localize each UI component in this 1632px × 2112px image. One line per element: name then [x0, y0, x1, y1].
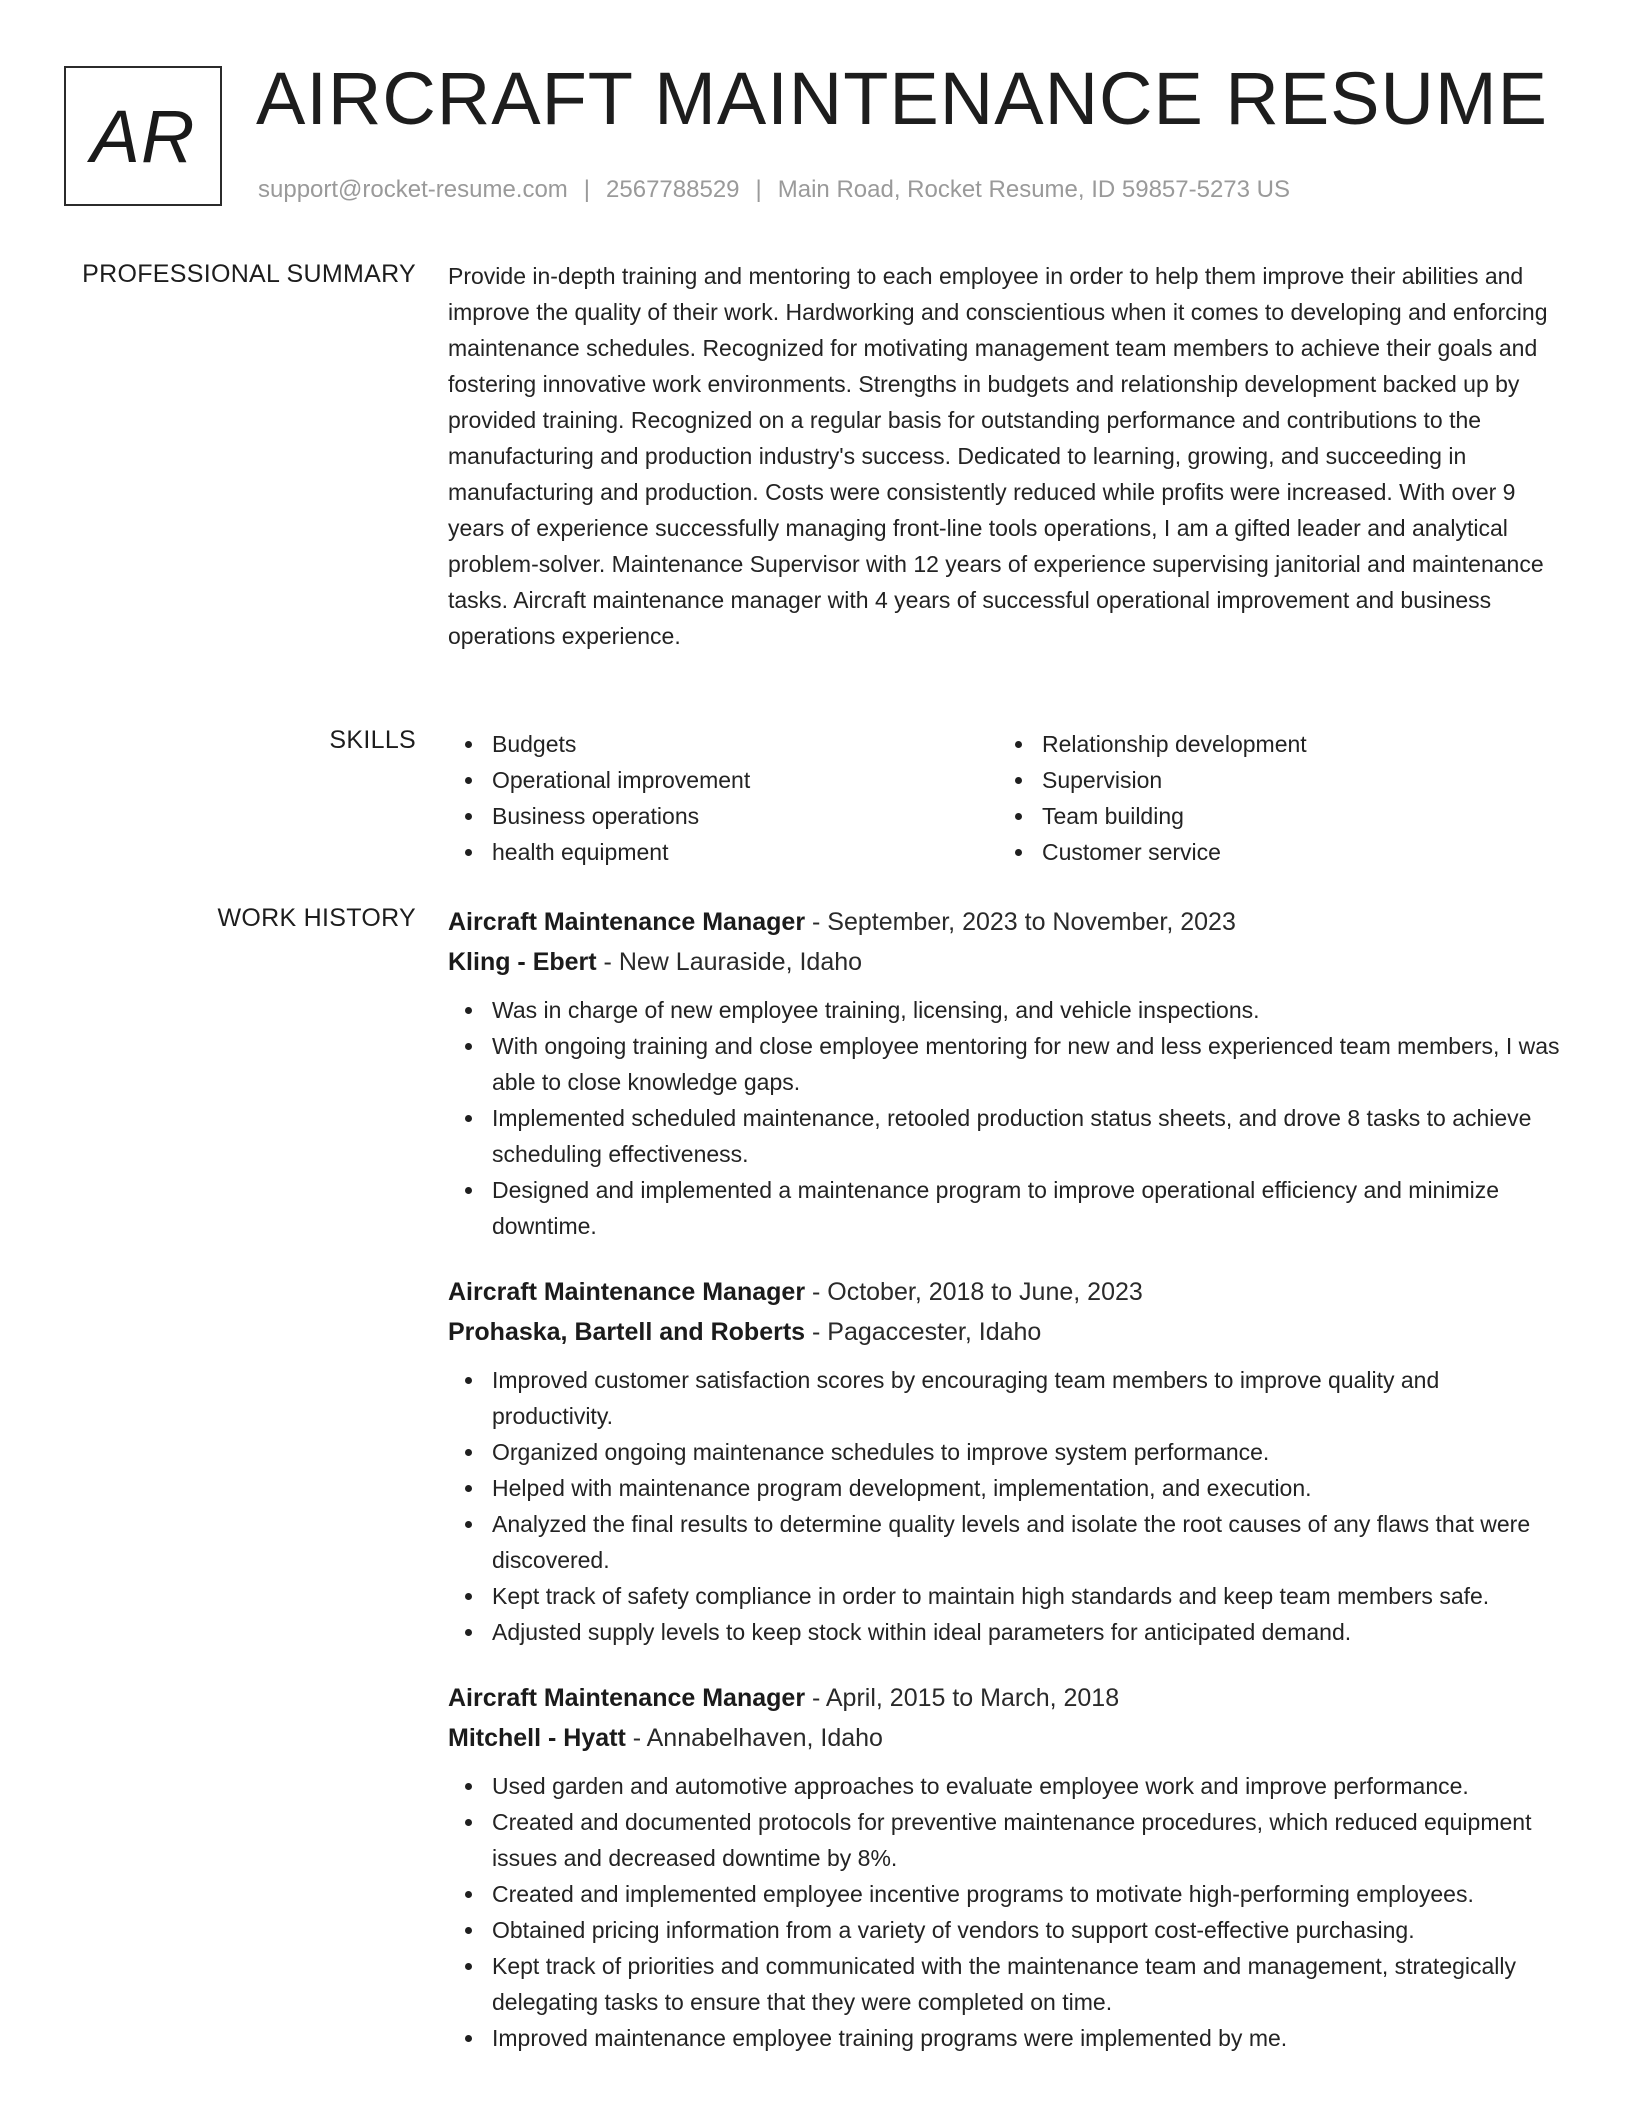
contact-separator: |: [583, 176, 591, 203]
job-company-line: [448, 942, 1566, 982]
job-company-line: [448, 1312, 1566, 1352]
summary-heading: PROFESSIONAL SUMMARY: [82, 260, 416, 288]
skills-list-right: [998, 726, 1548, 870]
monogram-box: [64, 66, 222, 206]
contact-separator: |: [755, 176, 762, 203]
job-location: - New Lauraside, Idaho: [596, 948, 863, 976]
skills-heading: SKILLS: [329, 726, 416, 754]
job-bullet: Obtained pricing information from a variety of vendors to support cost-effective purchasing.: [492, 1912, 1566, 1948]
job-title-line: [448, 902, 1566, 942]
work-heading: WORK HISTORY: [217, 904, 416, 932]
job-bullet: Organized ongoing maintenance schedules to improve system performance.: [492, 1434, 1566, 1470]
job-title-line: [448, 1272, 1566, 1312]
summary-body: [448, 258, 1566, 654]
skill-item: Supervision: [1042, 762, 1548, 798]
job-bullet: Improved customer satisfaction scores by encouraging team members to improve quality and productivity.: [492, 1362, 1566, 1434]
job-bullet: Was in charge of new employee training, licensing, and vehicle inspections.: [492, 992, 1566, 1028]
job-title-line: [448, 1678, 1566, 1718]
job-bullets: [448, 992, 1566, 1244]
job-dates: - April, 2015 to March, 2018: [805, 1684, 1120, 1712]
job-title: Aircraft Maintenance Manager: [448, 1278, 806, 1306]
work-body: [448, 902, 1566, 2084]
job-location: - Annabelhaven, Idaho: [625, 1724, 883, 1752]
monogram-initials: AR: [90, 94, 196, 178]
job-company-line: [448, 1718, 1566, 1758]
skill-item: Operational improvement: [492, 762, 998, 798]
skill-item: Business operations: [492, 798, 998, 834]
job-company: Mitchell - Hyatt: [448, 1724, 626, 1752]
job-company: Prohaska, Bartell and Roberts: [448, 1318, 806, 1346]
summary-text: Provide in-depth training and mentoring to each employee in order to help them improve their abilities and improve the quality of their work. Hardworking and conscientious when it comes to developing and enforcing maintenance schedules. Recognized for motivating management team members to achieve their goals and fostering innovative work environments. Strengths in budgets and relationship development backed up by provided training. Recognized on a regular basis for outstanding performance and contributions to the manufacturing and production industry's success. Dedicated to learning, growing, and succeeding in manufacturing and production. Costs were consistently reduced while profits were increased. With over 9 years of experience successfully managing front-line tools operations, I am a gifted leader and analytical problem-solver. Maintenance Supervisor with 12 years of experience supervising janitorial and maintenance tasks. Aircraft maintenance manager with 4 years of successful operational improvement and business operations experience.: [448, 263, 1548, 649]
skill-item: Team building: [1042, 798, 1548, 834]
job-bullet: Designed and implemented a maintenance program to improve operational efficiency and minimize downtime.: [492, 1172, 1566, 1244]
resume-title: AIRCRAFT MAINTENANCE RESUME: [256, 57, 1548, 140]
skills-grid: [448, 726, 1566, 870]
contact-line: [258, 176, 1290, 204]
job-entry: [448, 1678, 1566, 2056]
job-bullet: Helped with maintenance program development, implementation, and execution.: [492, 1470, 1566, 1506]
job-bullet: Analyzed the final results to determine quality levels and isolate the root causes of any flaws that were discovered.: [492, 1506, 1566, 1578]
skill-item: Relationship development: [1042, 726, 1548, 762]
skills-list-left: [448, 726, 998, 870]
job-dates: - September, 2023 to November, 2023: [805, 908, 1236, 936]
job-bullet: Kept track of safety compliance in order to maintain high standards and keep team members safe.: [492, 1578, 1566, 1614]
job-location: - Pagaccester, Idaho: [805, 1318, 1042, 1346]
skill-item: Customer service: [1042, 834, 1548, 870]
job-bullet: Adjusted supply levels to keep stock within ideal parameters for anticipated demand.: [492, 1614, 1566, 1650]
job-bullet: Created and documented protocols for preventive maintenance procedures, which reduced equipment issues and decreased downtime by 8%.: [492, 1804, 1566, 1876]
job-dates: - October, 2018 to June, 2023: [805, 1278, 1143, 1306]
job-bullets: [448, 1362, 1566, 1650]
job-entry: [448, 902, 1566, 1244]
job-entry: [448, 1272, 1566, 1650]
contact-phone: 2567788529: [606, 176, 740, 203]
job-company: Kling - Ebert: [448, 948, 597, 976]
skill-item: Budgets: [492, 726, 998, 762]
job-bullet: Kept track of priorities and communicated with the maintenance team and management, strategically delegating tasks to ensure that they were completed on time.: [492, 1948, 1566, 2020]
skills-body: [448, 726, 1566, 870]
job-title: Aircraft Maintenance Manager: [448, 1684, 806, 1712]
job-bullet: Used garden and automotive approaches to evaluate employee work and improve performance.: [492, 1768, 1566, 1804]
job-bullet: Improved maintenance employee training programs were implemented by me.: [492, 2020, 1566, 2056]
job-bullets: [448, 1768, 1566, 2056]
job-title: Aircraft Maintenance Manager: [448, 908, 806, 936]
job-bullet: Created and implemented employee incentive programs to motivate high-performing employees.: [492, 1876, 1566, 1912]
job-bullet: Implemented scheduled maintenance, retooled production status sheets, and drove 8 tasks to achieve scheduling effectiveness.: [492, 1100, 1566, 1172]
contact-email: support@rocket-resume.com: [258, 176, 568, 203]
job-bullet: With ongoing training and close employee mentoring for new and less experienced team members, I was able to close knowledge gaps.: [492, 1028, 1566, 1100]
skill-item: health equipment: [492, 834, 998, 870]
contact-address: Main Road, Rocket Resume, ID 59857-5273 US: [777, 176, 1291, 203]
